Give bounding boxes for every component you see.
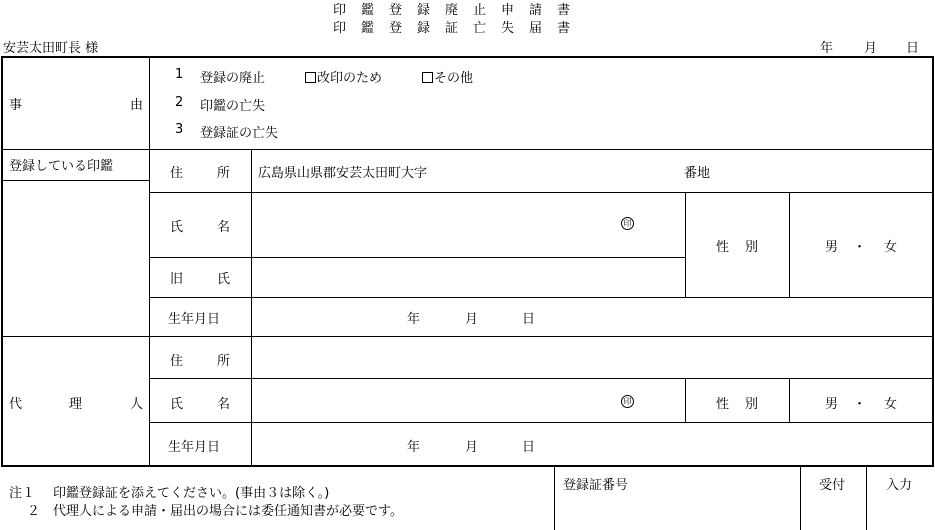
reg-seal-icon: 印: [621, 217, 634, 230]
reg-former-name-label-b: 氏: [217, 272, 231, 287]
reason-item-2-text: 印鑑の亡失: [200, 99, 266, 114]
form-title-line2: 印鑑登録証亡失届書: [333, 21, 586, 36]
agent-name-input[interactable]: [252, 379, 684, 421]
agent-birth-year: 年: [407, 440, 421, 455]
reg-name-input[interactable]: [252, 193, 684, 256]
reg-birth-day: 日: [522, 312, 536, 327]
reason-item-2-num: 2: [175, 95, 184, 110]
agent-birth-month: 月: [465, 440, 479, 455]
reason-item-1-num: 1: [175, 67, 184, 82]
office-input-label: 入力: [886, 478, 913, 493]
reg-birth-label: 生年月日: [168, 312, 221, 327]
reg-name-label-b: 名: [217, 220, 231, 235]
agent-sex-male[interactable]: 男: [825, 397, 839, 412]
option-kaiin[interactable]: [305, 67, 382, 86]
form-title-line1: 印鑑登録廃止申請書: [333, 3, 586, 18]
office-reg-number-label: 登録証番号: [563, 478, 629, 493]
reason-label-left: 事: [9, 98, 23, 113]
agent-address-input[interactable]: [252, 337, 932, 377]
reg-sex-female[interactable]: 女: [884, 240, 898, 255]
agent-seal-icon: 印: [621, 395, 634, 408]
note-2-text: 代理人による申請・届出の場合には委任通知書が必要です。: [53, 504, 403, 519]
checkbox-icon[interactable]: [305, 72, 316, 83]
agent-birth-day: 日: [522, 440, 536, 455]
reg-sex-male[interactable]: 男: [825, 240, 839, 255]
date-year-label: 年: [820, 41, 834, 56]
checkbox-icon[interactable]: [422, 72, 433, 83]
agent-name-label-b: 名: [217, 397, 231, 412]
registered-section-label: 登録している印鑑: [9, 159, 114, 174]
note-1-num: 注１: [9, 486, 36, 501]
reg-address-label-b: 所: [217, 166, 231, 181]
agent-name-label-a: 氏: [170, 397, 184, 412]
date-day-label: 日: [906, 41, 920, 56]
agent-address-label-b: 所: [217, 354, 231, 369]
addressee: 安芸太田町長 様: [3, 41, 99, 56]
reg-former-name-input[interactable]: [252, 258, 684, 296]
reason-item-3-text: 登録証の亡失: [200, 126, 279, 141]
reg-birth-month: 月: [465, 312, 479, 327]
agent-sex-label-b: 別: [745, 397, 759, 412]
date-month-label: 月: [864, 41, 878, 56]
reg-sex-label-b: 別: [745, 240, 759, 255]
note-1-text: 印鑑登録証を添えてください。(事由３は除く。): [53, 486, 330, 501]
office-received-label: 受付: [819, 478, 846, 493]
agent-sex-dot: ・: [853, 397, 867, 412]
reg-name-label-a: 氏: [170, 220, 184, 235]
agent-label-c: 人: [130, 397, 144, 412]
agent-label-a: 代: [9, 397, 23, 412]
option-other-label: その他: [434, 71, 474, 86]
reg-sex-label-a: 性: [716, 240, 730, 255]
reason-item-1-text: 登録の廃止: [200, 71, 266, 86]
agent-sex-female[interactable]: 女: [884, 397, 898, 412]
reason-label-right: 由: [130, 98, 144, 113]
reason-item-3-num: 3: [175, 122, 184, 137]
agent-sex-label-a: 性: [716, 397, 730, 412]
reg-address-value: 広島県山県郡安芸太田町大字: [258, 166, 428, 181]
reg-sex-dot: ・: [853, 240, 867, 255]
agent-address-label-a: 住: [170, 354, 184, 369]
option-kaiin-label: 改印のため: [317, 71, 383, 86]
reg-address-label-a: 住: [170, 166, 184, 181]
reg-banchi: 番地: [684, 166, 711, 181]
reg-former-name-label-a: 旧: [170, 272, 184, 287]
agent-label-b: 理: [69, 397, 83, 412]
option-other[interactable]: [422, 67, 473, 86]
note-2-num: ２: [27, 504, 41, 519]
reg-birth-year: 年: [407, 312, 421, 327]
agent-birth-label: 生年月日: [168, 440, 221, 455]
